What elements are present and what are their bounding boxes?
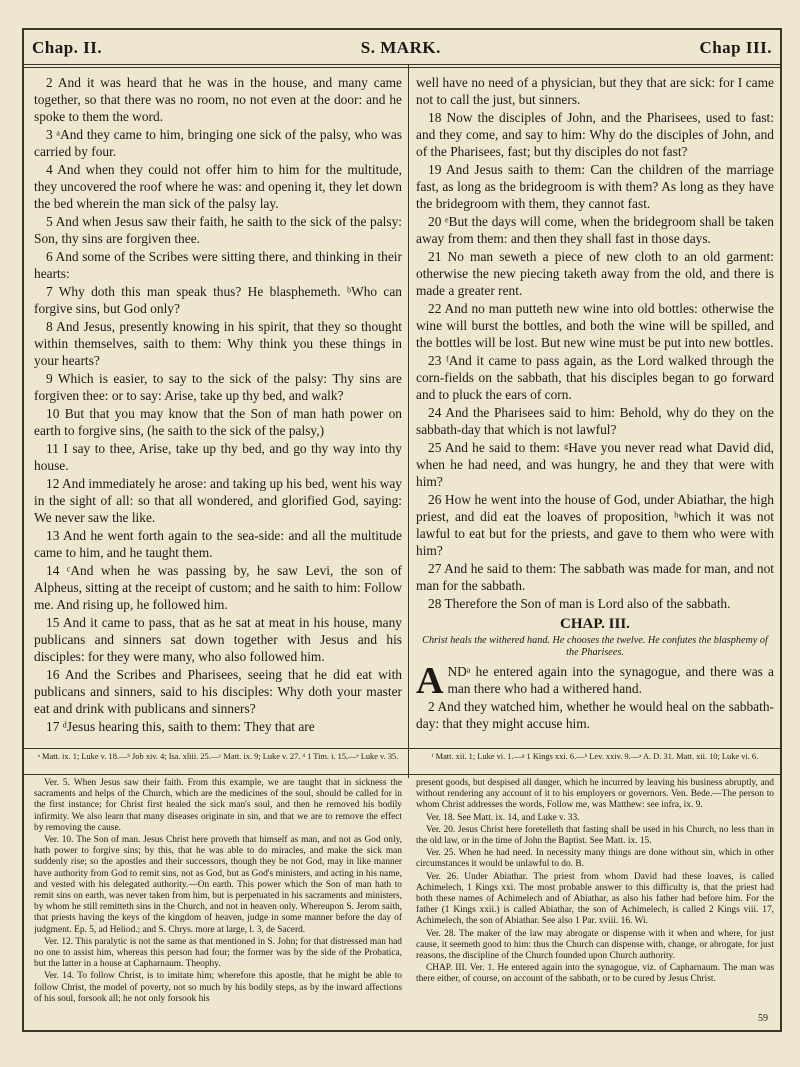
verse — [416, 660, 774, 702]
commentary-note: Ver. 12. This paralytic is not the same as that mentioned in S. John; for that distressed man had no one to assist him, whereas this person had four; the former was by the side of the Probatica, but the latter in a house at Capharnaum. Theophy. — [34, 936, 402, 970]
verse: 2 And it was heard that he was in the house, and many came together, so that there was no room, no not even at the door: and he spoke to them the word. — [34, 75, 402, 124]
commentary-right — [416, 778, 774, 1018]
commentary-note: Ver. 26. Under Abiathar. The priest from whom David had these loaves, is called Achimelech, 1 Kings xxi. The most probable answer to this difficulty is, that the priest had both these names of Achimelech and of Abiathar, as also his father had before him. For the father (1 Kings xxii.) is called Abiathar, the son of Achimelech, is called 2 Kings viii. 17, Achimelech, the son of Abiathar. See also 1 Par. xviii. 16. Wi. — [416, 871, 774, 927]
verse: 15 And it came to pass, that as he sat at meat in his house, many publicans and sinners sat down together with Jesus and his disciples: for they were many, who also followed him. — [34, 615, 402, 664]
verse: 19 And Jesus saith to them: Can the children of the marriage fast, as long as the bridegroom is with them? As long as they have the bridegroom with them, they cannot fast. — [416, 162, 774, 211]
cross-references-right: ᶠ Matt. xii. 1; Luke vi. 1.—ᵍ 1 Kings xxi. 6.—ʰ Lev. xxiv. 9.—ᵃ A. D. 31. Matt. xii. 10; Luke vi. 6. — [431, 752, 759, 761]
chapter-summary: Christ heals the withered hand. He chooses the twelve. He confutes the blasphemy of the Pharisees. — [422, 635, 768, 658]
verse: 12 And immediately he arose: and taking up his bed, went his way in the sight of all: so that all wondered, and glorified God, saying: We never saw the like. — [34, 476, 402, 525]
commentary-note: Ver. 28. The maker of the law may abrogate or dispense with it when and where, for just cause, it seemeth good to him: thus the Church can dispense with, change, or abrogate, for just reasons, the discipline of the Church founded upon Church authority. — [416, 928, 774, 962]
commentary-note: Ver. 14. To follow Christ, is to imitate him; wherefore this apostle, that he might be able to follow Christ, the model of poverty, not so much by his bodily steps, as by the inward affections of his soul, forsook all; he not only forsook his — [34, 971, 402, 1004]
column-divider — [408, 64, 409, 778]
verse: 10 But that you may know that the Son of man hath power on earth to forgive sins, (he saith to the sick of the palsy,) — [34, 406, 402, 438]
verse: 7 Why doth this man speak thus? He blasphemeth. ᵇWho can forgive sins, but God only? — [34, 284, 402, 316]
commentary-note: CHAP. III. Ver. 1. He entered again into the synagogue, viz. of Capharnaum. The man was there either, of course, on account of the sabbath, or to be cured by Jesus Christ. — [416, 963, 774, 985]
header-title: S. MARK. — [360, 38, 441, 57]
commentary-note: Ver. 5. When Jesus saw their faith. From this example, we are taught that in sickness the sacraments and helps of the Church, which are the medicines of the soul, should be called for in the first instance; for Christ first healed the sick man's soul, and then he removed his bodily infirmity. We also learn that many diseases originate in sin, and that we are to remove the effect by removing the cause. — [34, 778, 402, 833]
right-column-text — [416, 74, 774, 764]
verse: 27 And he said to them: The sabbath was made for man, and not man for the sabbath. — [416, 561, 774, 593]
notes-rule — [24, 774, 780, 775]
commentary-note: Ver. 20. Jesus Christ here foretelleth that fasting shall be used in his Church, no less than in the old law, or in the time of John the Baptist. See Matt. ix. 15. — [416, 824, 774, 847]
verse: 8 And Jesus, presently knowing in his spirit, that they so thought within themselves, saith to them: Why think you these things in your hearts? — [34, 319, 402, 368]
verse: 26 How he went into the house of God, under Abiathar, the high priest, and did eat the loaves of proposition, ʰwhich it was not lawful to eat but for the priests, and gave to them who were with him? — [416, 492, 774, 558]
verse: 16 And the Scribes and Pharisees, seeing that he did eat with publicans and sinners, said to his disciples: Why doth your master eat and drink with publicans and sinners? — [34, 667, 402, 716]
verse: 11 I say to thee, Arise, take up thy bed, and go thy way into thy house. — [34, 441, 402, 473]
verse: 24 And the Pharisees said to him: Behold, why do they on the sabbath-day that which is not lawful? — [416, 405, 774, 437]
verse: 5 And when Jesus saw their faith, he saith to the sick of the palsy: Son, thy sins are forgiven thee. — [34, 214, 402, 246]
header-left: Chap. II. — [32, 38, 103, 57]
verse: 17 ᵈJesus hearing this, saith to them: They that are — [46, 719, 315, 734]
verse: 21 No man seweth a piece of new cloth to an old garment: otherwise the new piecing taketh away from the old, and there is made a greater rent. — [416, 249, 774, 298]
verse: well have no need of a physician, but they that are sick: for I came not to call the just, but sinners. — [416, 75, 774, 107]
cross-references-left: ᵃ Matt. ix. 1; Luke v. 18.—ᵇ Job xiv. 4; Isa. xliii. 25.—ᶜ Matt. ix. 9; Luke v. 27. ᵈ 1 Tim. i. 15.—ᵉ Luke v. 35. — [37, 752, 399, 761]
commentary-note: Ver. 25. When he had need. In necessity many things are done without sin, which in other circumstances it would be unlawful to do. B. — [416, 848, 774, 870]
verse-text: NDᵃ he entered again into the synagogue, and there was a man there who had a withered hand. — [447, 664, 774, 696]
verse: 3 ᵃAnd they came to him, bringing one sick of the palsy, who was carried by four. — [34, 127, 402, 159]
verse: 13 And he went forth again to the sea-side: and all the multitude came to him, and he taught them. — [34, 528, 402, 560]
verse: 14 ᶜAnd when he was passing by, he saw Levi, the son of Alpheus, sitting at the receipt of custom; and he saith to him: Follow me. And rising up, he followed him. — [34, 563, 402, 612]
verse: 4 And when they could not offer him to him for the multitude, they uncovered the roof where he was: and opening it, they let down the bed wherein the man sick of the palsy lay. — [34, 162, 402, 211]
verse: 25 And he said to them: ᵍHave you never read what David did, when he had need, and was hungry, he and they that were with him? — [416, 440, 774, 489]
header-rule — [24, 64, 780, 65]
page-number: 59 — [758, 1013, 768, 1024]
left-column-text — [34, 74, 402, 764]
commentary-note: present goods, but despised all danger, which he incurred by leaving his business abruptly, and without rendering any account of it to his employers or governors. Ven. Bede.—The person to whom Christ addresses the words, Follow me, was Matthew: see infra, ix. 9. — [416, 778, 774, 811]
verse: 23 ᶠAnd it came to pass again, as the Lord walked through the corn-fields on the sabbath, that his disciples began to go forward and to pluck the ears of corn. — [416, 353, 774, 402]
verse: 6 And some of the Scribes were sitting there, and thinking in their hearts: — [34, 249, 402, 281]
commentary-note: Ver. 18. See Matt. ix. 14, and Luke v. 33. — [426, 812, 580, 823]
text-bottom-rule — [24, 748, 780, 749]
chapter-heading: CHAP. III. — [560, 616, 630, 632]
commentary-left — [34, 778, 402, 1018]
commentary-note: Ver. 10. The Son of man. Jesus Christ here proveth that himself as man, and not as God only, hath power to forgive sins; by this, that he was able to do miracles, and make the sick man suddenly rise; so the apostles and their successors, though they be not God, may in like manner have authority from God to remit sins, not as God, but as God's ministers, and acting in his name, and vested with his delegated authority.—On earth. This power which the Son of man hath to remit sins on earth, was never taken from him, but is perpetuated in his sacraments and ministers, by whom he still remitteth sins in the Church, and not in heaven only. Whereupon S. Jerom saith, that priests having the keys of the kingdom of heaven, judge in some manner before the day of judgment. Ep. 5, ad Heliod.; and S. Chrys. more at large, l. 3, de Sacerd. — [34, 835, 402, 935]
running-header — [32, 34, 772, 62]
verse: 22 And no man putteth new wine into old bottles: otherwise the wine will burst the bottles, and both the wine will be spilled, and the bottles will be lost. But new wine must be put into new bottles. — [416, 301, 774, 350]
drop-cap: A — [416, 660, 444, 702]
header-rule-double — [24, 67, 780, 68]
verse: 20 ᵉBut the days will come, when the bridegroom shall be taken away from them: and then they shall fast in those days. — [416, 214, 774, 246]
verse: 28 Therefore the Son of man is Lord also of the sabbath. — [428, 596, 731, 611]
header-right: Chap III. — [699, 38, 772, 57]
verse: 18 Now the disciples of John, and the Pharisees, used to fast: and they come, and say to him: Why do the disciples of John, and of the Pharisees, fast; but thy disciples do not fast? — [416, 110, 774, 159]
page-frame — [22, 28, 782, 1032]
verse: 9 Which is easier, to say to the sick of the palsy: Thy sins are forgiven thee: or to say: Arise, take up thy bed, and walk? — [34, 371, 402, 403]
verse: 2 And they watched him, whether he would heal on the sabbath-day: that they might accuse him. — [416, 699, 774, 731]
